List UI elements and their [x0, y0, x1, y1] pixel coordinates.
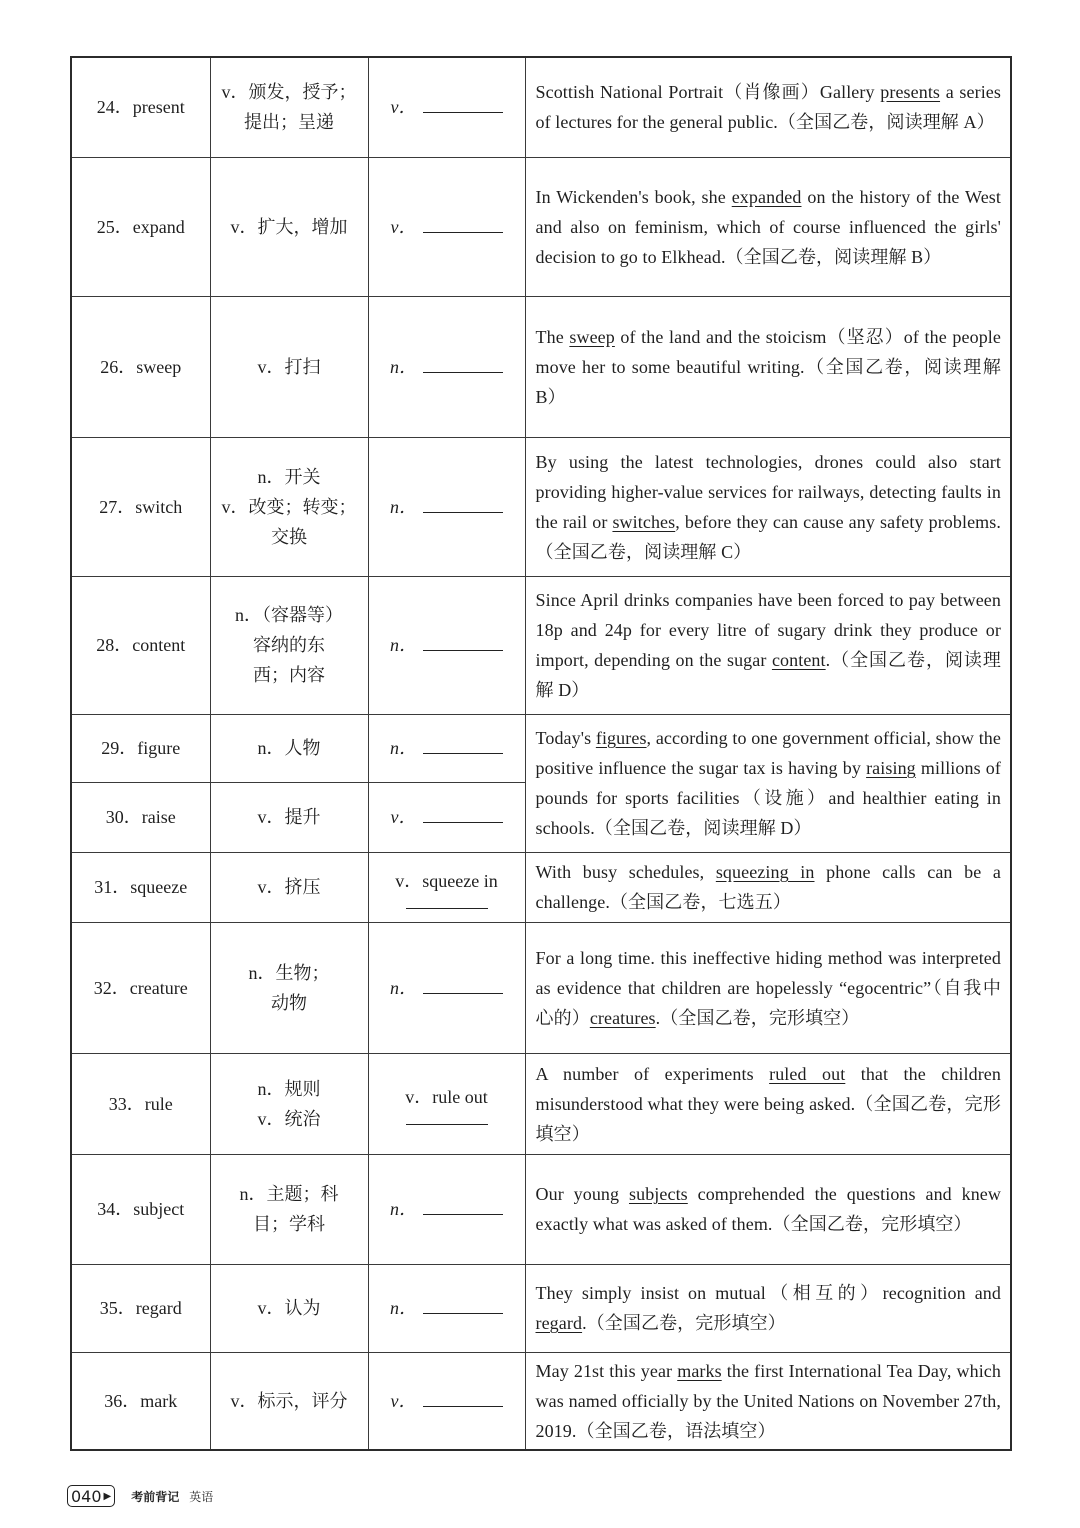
meaning-line: 目；学科: [253, 1214, 325, 1234]
answer-blank[interactable]: [423, 632, 503, 651]
highlighted-word: ruled out: [769, 1063, 846, 1084]
meaning-line: n．人物: [257, 738, 321, 758]
meaning-cell: [210, 1053, 368, 1154]
example-sentence-cell: [525, 437, 1011, 576]
table-row: [71, 1154, 1011, 1264]
answer-blank[interactable]: [423, 354, 503, 373]
meaning-line: n．主题；科: [239, 1184, 339, 1204]
highlighted-word: marks: [677, 1360, 722, 1381]
sentence-text: on the history of the West and also on feminism, which of course influenced the girls' decision to go to Elkhead.（全国乙卷，阅读理解 B）: [535, 186, 1001, 267]
word-form-cell[interactable]: [368, 157, 525, 296]
part-of-speech: v．: [390, 97, 417, 118]
meaning-line: n．开关: [257, 466, 321, 487]
meaning-cell: [210, 57, 368, 157]
table-row: [71, 576, 1011, 714]
headword-cell: 26．sweep: [71, 296, 210, 437]
word-form-cell[interactable]: [368, 576, 525, 714]
part-of-speech: n．: [390, 738, 417, 758]
arrow-right-icon: ▶: [103, 1490, 112, 1502]
meaning-cell: [210, 922, 368, 1053]
meaning-line: v．挤压: [257, 877, 321, 897]
headword-cell: 25．expand: [71, 157, 210, 296]
sentence-text: They simply insist on mutual（相互的）recognition and: [535, 1283, 1001, 1303]
word-form-cell[interactable]: [368, 922, 525, 1053]
sentence-text: .（全国乙卷，完形填空）: [582, 1313, 786, 1333]
headword-cell: 35．regard: [71, 1264, 210, 1352]
example-sentence-cell: [525, 852, 1011, 922]
word-form-cell[interactable]: [368, 852, 525, 922]
sentence-text: A number of experiments: [535, 1063, 770, 1084]
part-of-speech: n．: [390, 496, 417, 517]
subject-label: 英语: [189, 1489, 214, 1504]
example-sentence-cell: [525, 922, 1011, 1053]
sentence-text: With busy schedules,: [535, 862, 716, 882]
meaning-cell: [210, 714, 368, 782]
table-row: [71, 1352, 1011, 1450]
sentence-text: phone calls can be a challenge.（全国乙卷，七选五）: [535, 862, 1001, 912]
highlighted-word: creatures: [589, 1007, 656, 1028]
meaning-line: v．认为: [257, 1298, 321, 1318]
meaning-cell: [210, 296, 368, 437]
example-sentence-cell: [525, 1154, 1011, 1264]
headword-cell: 27．switch: [71, 437, 210, 576]
answer-blank[interactable]: [423, 735, 503, 754]
highlighted-word: content: [771, 650, 826, 670]
sentence-text: .（全国乙卷，阅读理解 D）: [535, 650, 1001, 700]
sentence-text: Since April drinks companies have been forced to pay between 18p and 24p for every litre of sugary drink they produce or import, depending on the sugar: [535, 590, 1001, 670]
part-of-speech: n．: [390, 977, 417, 998]
sentence-text: For a long time. this ineffective hiding method was interpreted as evidence that children are hopelessly “egocentric”（自我中心的）: [535, 947, 1001, 1028]
sentence-text: millions of pounds for sports facilities（设施）and healthier eating in schools.（全国乙卷，阅读理解 D）: [535, 758, 1001, 838]
part-of-speech: v．: [390, 807, 417, 827]
sentence-text: Our young: [535, 1184, 629, 1204]
page-footer: [67, 1483, 213, 1509]
headword-cell: 31．squeeze: [71, 852, 210, 922]
highlighted-word: subjects: [628, 1184, 688, 1204]
highlighted-word: sweep: [569, 326, 615, 347]
word-form-cell[interactable]: [368, 782, 525, 852]
highlighted-word: raising: [866, 758, 916, 778]
part-of-speech: v．: [390, 216, 417, 237]
table-row: [71, 852, 1011, 922]
sentence-text: Scottish National Portrait（肖像画）Gallery: [535, 82, 881, 103]
sentence-text: May 21st this year: [535, 1360, 678, 1381]
sentence-text: The: [535, 326, 570, 347]
headword-cell: 24．present: [71, 57, 210, 157]
word-form-cell[interactable]: [368, 1264, 525, 1352]
table-row: [71, 437, 1011, 576]
sentence-text: that the children misunderstood what they were being asked.（全国乙卷，完形填空）: [535, 1063, 1002, 1144]
meaning-cell: [210, 576, 368, 714]
meaning-cell: [210, 1352, 368, 1450]
meaning-line: 容纳的东: [253, 635, 325, 655]
example-sentence-cell: [525, 714, 1011, 852]
meaning-cell: [210, 782, 368, 852]
page-number: 040: [71, 1486, 102, 1506]
form-hint: v．squeeze in: [395, 870, 498, 891]
word-form-cell[interactable]: [368, 437, 525, 576]
meaning-line: 西；内容: [253, 665, 325, 685]
table-row: [71, 1053, 1011, 1154]
example-sentence-cell: [525, 57, 1011, 157]
part-of-speech: n．: [390, 356, 417, 377]
headword-cell: 36．mark: [71, 1352, 210, 1450]
answer-blank[interactable]: [423, 214, 503, 233]
sentence-text: the first International Tea Day, which was named officially by the United Nations on November 27th, 2019.（全国乙卷，语法填空）: [535, 1360, 1002, 1441]
meaning-line: v．扩大，增加: [230, 216, 348, 237]
headword-cell: 29．figure: [71, 714, 210, 782]
meaning-line: n．规则: [257, 1078, 321, 1099]
meaning-cell: [210, 157, 368, 296]
answer-blank[interactable]: [423, 975, 503, 994]
highlighted-word: squeezing in: [715, 862, 815, 882]
meaning-line: 动物: [271, 992, 307, 1013]
word-form-cell[interactable]: [368, 714, 525, 782]
sentence-text: In Wickenden's book, she: [535, 186, 732, 207]
sentence-text: By using the latest technologies, drones could also start providing higher-value services for railways, detecting faults in the rail or: [535, 451, 1001, 532]
word-form-cell[interactable]: [368, 1352, 525, 1450]
answer-blank[interactable]: [423, 1388, 503, 1407]
table-row: [71, 296, 1011, 437]
table-row: [71, 1264, 1011, 1352]
answer-blank[interactable]: [423, 804, 503, 823]
meaning-line: 交换: [271, 526, 307, 547]
page-number-badge: [67, 1485, 115, 1507]
meaning-line: 提出；呈递: [244, 112, 334, 133]
word-form-cell[interactable]: [368, 1154, 525, 1264]
answer-blank[interactable]: [423, 94, 503, 113]
sentence-text: , before they can cause any safety problems.（全国乙卷，阅读理解 C）: [535, 511, 1001, 562]
headword-cell: 28．content: [71, 576, 210, 714]
form-hint: v．rule out: [405, 1087, 488, 1107]
answer-blank[interactable]: [406, 902, 488, 909]
meaning-line: v．提升: [257, 807, 321, 827]
answer-blank[interactable]: [406, 1118, 488, 1125]
example-sentence-cell: [525, 157, 1011, 296]
meaning-line: n．生物；: [248, 962, 330, 983]
example-sentence-cell: [525, 1352, 1011, 1450]
meaning-line: v．统治: [257, 1108, 321, 1129]
part-of-speech: n．: [390, 635, 417, 655]
book-title: 考前背记: [131, 1489, 180, 1504]
headword-cell: 32．creature: [71, 922, 210, 1053]
headword-cell: 34．subject: [71, 1154, 210, 1264]
part-of-speech: n．: [390, 1298, 417, 1318]
sentence-text: .（全国乙卷，完形填空）: [655, 1007, 860, 1028]
meaning-cell: [210, 1154, 368, 1264]
answer-blank[interactable]: [423, 494, 503, 513]
meaning-line: v．标示，评分: [230, 1390, 348, 1411]
highlighted-word: switches: [612, 511, 676, 532]
example-sentence-cell: [525, 296, 1011, 437]
sentence-text: Today's: [535, 728, 596, 748]
highlighted-word: figures: [595, 728, 647, 748]
example-sentence-cell: [525, 1053, 1011, 1154]
table-row: [71, 57, 1011, 157]
part-of-speech: n．: [390, 1199, 417, 1219]
meaning-line: v．改变；转变；: [221, 496, 357, 517]
table-row: [71, 157, 1011, 296]
answer-blank[interactable]: [423, 1295, 503, 1314]
vocabulary-table: [70, 56, 1012, 1451]
highlighted-word: regard: [535, 1313, 583, 1333]
meaning-line: n．（容器等）: [235, 605, 343, 625]
meaning-line: v．打扫: [257, 356, 321, 377]
table-row: [71, 714, 1011, 782]
meaning-cell: [210, 1264, 368, 1352]
meaning-line: v．颁发，授予；: [221, 82, 357, 103]
sentence-text: a series of lectures for the general public.（全国乙卷，阅读理解 A）: [535, 82, 1002, 133]
headword-cell: 30．raise: [71, 782, 210, 852]
word-form-cell[interactable]: [368, 1053, 525, 1154]
sentence-text: , according to one government official, show the positive influence the sugar tax is having by: [535, 728, 1001, 778]
table-row: [71, 922, 1011, 1053]
highlighted-word: expanded: [731, 186, 802, 207]
sentence-text: comprehended the questions and knew exactly what was asked of them.（全国乙卷，完形填空）: [535, 1184, 1001, 1234]
word-form-cell[interactable]: [368, 57, 525, 157]
example-sentence-cell: [525, 1264, 1011, 1352]
word-form-cell[interactable]: [368, 296, 525, 437]
part-of-speech: v．: [390, 1390, 417, 1411]
sentence-text: of the land and the stoicism（坚忍）of the people move her to some beautiful writing.（全国乙卷，阅读理解 B）: [535, 326, 1001, 407]
answer-blank[interactable]: [423, 1196, 503, 1215]
highlighted-word: presents: [880, 82, 941, 103]
headword-cell: 33．rule: [71, 1053, 210, 1154]
example-sentence-cell: [525, 576, 1011, 714]
meaning-cell: [210, 852, 368, 922]
meaning-cell: [210, 437, 368, 576]
